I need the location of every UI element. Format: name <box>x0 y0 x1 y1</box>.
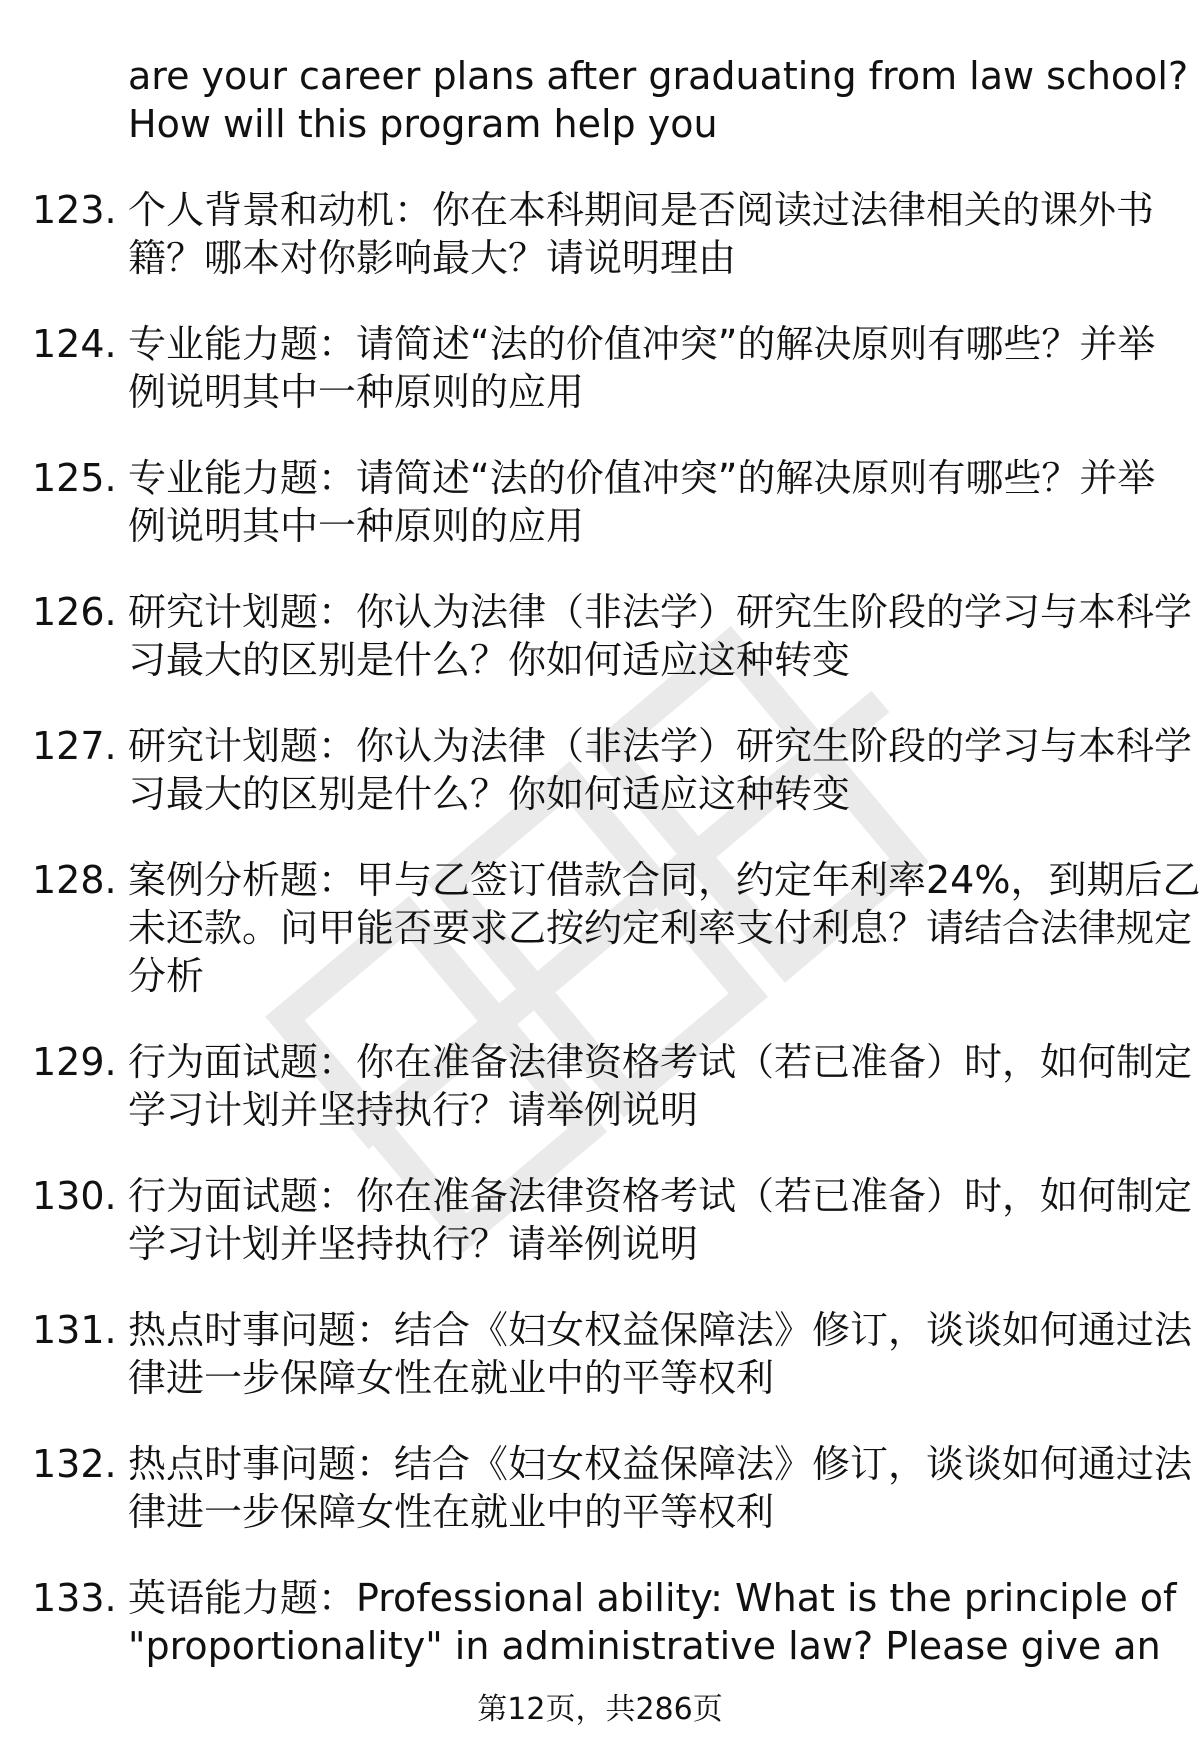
continuation-line: How will this program help you <box>128 102 718 146</box>
question-line: 案例分析题：甲与乙签订借款合同，约定年利率24%，到期后乙 <box>128 858 1200 902</box>
question-item <box>32 1440 1193 1536</box>
question-text <box>128 454 1155 550</box>
question-line: 籍？哪本对你影响最大？请说明理由 <box>128 236 737 280</box>
question-text <box>128 1172 1192 1268</box>
question-line: "proportionality" in administrative law? Please give an <box>128 1624 1161 1668</box>
question-item <box>32 1574 1177 1670</box>
question-line: 学习计划并坚持执行？请举例说明 <box>128 1088 699 1132</box>
question-item <box>32 454 1156 550</box>
question-line: 习最大的区别是什么？你如何适应这种转变 <box>128 772 851 816</box>
question-number: 129. <box>32 1040 117 1084</box>
question-number: 125. <box>32 456 117 500</box>
question-text <box>128 320 1155 416</box>
question-line: 行为面试题：你在准备法律资格考试（若已准备）时，如何制定 <box>128 1174 1193 1218</box>
question-number: 131. <box>32 1308 117 1352</box>
question-text <box>128 1574 1176 1670</box>
question-text <box>128 186 1154 282</box>
question-line: 研究计划题：你认为法律（非法学）研究生阶段的学习与本科学 <box>128 590 1193 634</box>
question-item <box>32 588 1193 684</box>
question-text <box>128 588 1192 684</box>
question-text <box>128 1440 1192 1536</box>
question-item <box>32 1038 1193 1134</box>
question-number: 132. <box>32 1442 117 1486</box>
question-line: 个人背景和动机：你在本科期间是否阅读过法律相关的课外书 <box>128 188 1155 232</box>
question-line: 英语能力题：Professional ability: What is the principle of <box>128 1576 1177 1620</box>
question-text <box>128 722 1192 818</box>
continuation-line: are your career plans after graduating from law school? <box>128 54 1189 98</box>
question-line: 例说明其中一种原则的应用 <box>128 370 585 414</box>
question-line: 行为面试题：你在准备法律资格考试（若已准备）时，如何制定 <box>128 1040 1193 1084</box>
question-number: 124. <box>32 322 117 366</box>
question-line: 未还款。问甲能否要求乙按约定利率支付利息？请结合法律规定 <box>128 906 1193 950</box>
question-line: 分析 <box>128 954 205 998</box>
question-line: 律进一步保障女性在就业中的平等权利 <box>128 1490 775 1534</box>
question-item <box>32 1306 1193 1402</box>
question-number: 130. <box>32 1174 117 1218</box>
question-line: 学习计划并坚持执行？请举例说明 <box>128 1222 699 1266</box>
question-item <box>32 1172 1193 1268</box>
question-number: 128. <box>32 858 117 902</box>
question-line: 热点时事问题：结合《妇女权益保障法》修订，谈谈如何通过法 <box>128 1308 1193 1352</box>
question-item <box>32 722 1193 818</box>
question-item <box>32 320 1156 416</box>
question-number: 133. <box>32 1576 117 1620</box>
question-number: 127. <box>32 724 117 768</box>
question-text <box>128 1306 1192 1402</box>
question-number: 123. <box>32 188 117 232</box>
question-list <box>32 52 1200 1670</box>
question-line: 专业能力题：请简述“法的价值冲突”的解决原则有哪些？并举 <box>128 456 1156 500</box>
question-line: 专业能力题：请简述“法的价值冲突”的解决原则有哪些？并举 <box>128 322 1156 366</box>
question-line: 热点时事问题：结合《妇女权益保障法》修订，谈谈如何通过法 <box>128 1442 1193 1486</box>
question-number: 126. <box>32 590 117 634</box>
question-line: 例说明其中一种原则的应用 <box>128 504 585 548</box>
question-item <box>32 856 1200 1000</box>
question-item <box>32 186 1155 282</box>
question-text <box>128 856 1200 1000</box>
page-footer: 第12页，共286页 <box>477 1692 723 1727</box>
question-line: 研究计划题：你认为法律（非法学）研究生阶段的学习与本科学 <box>128 724 1193 768</box>
question-text <box>128 1038 1192 1134</box>
question-line: 习最大的区别是什么？你如何适应这种转变 <box>128 638 851 682</box>
question-line: 律进一步保障女性在就业中的平等权利 <box>128 1356 775 1400</box>
